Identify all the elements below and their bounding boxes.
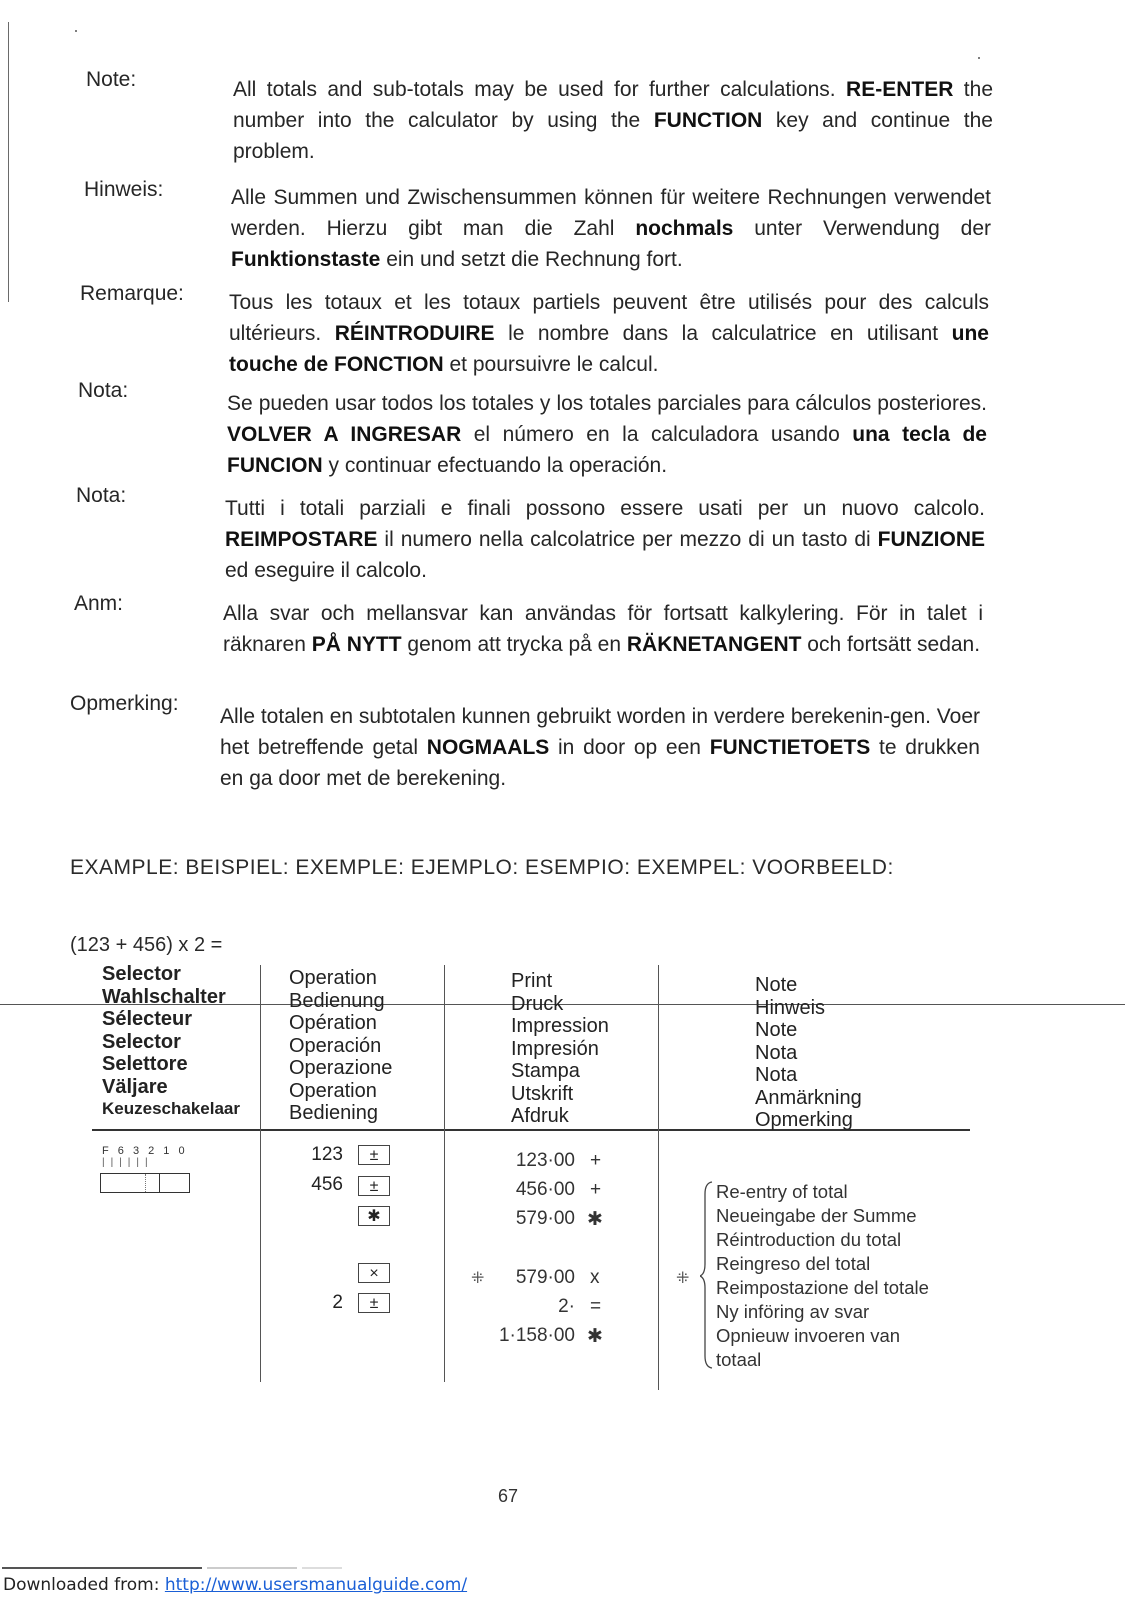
header-text: Sélecteur (102, 1008, 193, 1030)
operation-number: 123 (311, 1144, 343, 1165)
header-text: Print (511, 970, 553, 992)
print-symbol: ✱ (587, 1326, 603, 1347)
body-text: le nombre dans la calculatrice en utilisant (494, 322, 952, 345)
total-key-icon: ✱ (358, 1206, 390, 1226)
header-text: Impresión (511, 1037, 599, 1060)
note-line: Reingreso del total (716, 1253, 871, 1274)
emphasis-text: REIMPOSTARE (225, 528, 378, 551)
print-symbol: + (590, 1179, 602, 1200)
plus-minus-key-icon: ± (358, 1145, 390, 1165)
header-text: Nota (755, 1064, 798, 1086)
print-value: 2· (558, 1296, 575, 1317)
emphasis-text: RÄKNETANGENT (626, 633, 802, 656)
body-text: the number into the calculator by using the (233, 78, 993, 132)
print-value: 579·00 (515, 1267, 575, 1288)
note-line: Re-entry of total (716, 1181, 848, 1202)
header-text: Operation (289, 967, 377, 989)
scan-artifact (2, 1566, 372, 1570)
body-text: ein und setzt die Rechnung fort. (380, 248, 683, 271)
note-line: Ny införing av svar (716, 1301, 870, 1322)
note-label: Nota: (76, 484, 127, 507)
header-text: Note (755, 1019, 798, 1041)
header-text: Opération (289, 1012, 377, 1034)
note-list (716, 1180, 929, 1372)
note-line: Opnieuw invoeren van (716, 1325, 901, 1346)
body-text: Tous les totaux et les totaux partiels peuvent être utilisés pour des calculs ultérieurs. (229, 291, 989, 345)
note-text (223, 598, 983, 660)
body-text: il numero nella calcolatrice per mezzo di un tasto di (377, 528, 878, 551)
body-text: ed eseguire il calcolo. (225, 559, 427, 582)
note-label: Anm: (74, 592, 124, 615)
example-formula: (123 + 456) x 2 = (70, 934, 223, 956)
note-text (233, 74, 993, 167)
header-text: Bedienung (289, 989, 385, 1012)
emphasis-text: FUNCTION (653, 109, 763, 132)
plus-minus-key-icon: ± (358, 1176, 390, 1196)
plus-minus-key-icon: ± (358, 1293, 390, 1313)
print-value: 579·00 (515, 1208, 575, 1229)
header-operation (289, 967, 392, 1125)
note-label: Nota: (78, 379, 129, 402)
body-text: in door op een (549, 736, 710, 759)
header-text: Bediening (289, 1102, 378, 1124)
note-label: Opmerking: (70, 692, 179, 715)
multiply-key-icon: × (358, 1263, 390, 1283)
selector-ticks: |||||| (102, 1157, 154, 1168)
header-text: Impression (511, 1015, 609, 1037)
body-text: unter Verwendung der (733, 217, 991, 240)
header-text: Operation (289, 1079, 377, 1102)
header-text: Stampa (511, 1060, 580, 1082)
header-text: Keuzeschakelaar (102, 1099, 240, 1118)
emphasis-text: Funktionstaste (231, 248, 381, 271)
header-text: Afdruk (511, 1105, 569, 1127)
footer-link[interactable]: http://www.usersmanualguide.com/ (164, 1575, 468, 1595)
column-divider (260, 965, 261, 1382)
header-text: Selector (102, 963, 181, 985)
print-symbol: x (590, 1267, 600, 1288)
print-value: 456·00 (515, 1179, 575, 1200)
note-line: totaal (716, 1349, 762, 1370)
header-text: Utskrift (511, 1082, 574, 1105)
header-text: Druck (511, 992, 564, 1015)
note-label: Hinweis: (84, 178, 164, 201)
footer-prefix: Downloaded from: (3, 1575, 165, 1595)
emphasis-text: une touche de FONCTION (229, 322, 989, 376)
body-text: el número en la calculadora usando (461, 423, 853, 446)
body-text: All totals and sub-totals may be used for further calculations. (233, 78, 847, 101)
operation-number: 456 (311, 1174, 343, 1195)
body-text: et poursuivre le calcul. (443, 353, 659, 376)
body-text: te drukken en ga door met de berekening. (220, 736, 980, 790)
reentry-mark-icon: ⁜ (471, 1270, 485, 1287)
note-text (229, 287, 989, 380)
emphasis-text: VOLVER A INGRESAR (227, 423, 462, 446)
note-text (225, 493, 985, 586)
note-text (220, 701, 980, 794)
header-print (511, 970, 609, 1128)
scan-speck (978, 57, 980, 59)
emphasis-text: FUNCTIETOETS (709, 736, 871, 759)
header-text: Selector (102, 1030, 181, 1053)
header-text: Note (755, 974, 798, 996)
page-number: 67 (498, 1486, 519, 1506)
header-text: Väljare (102, 1075, 168, 1098)
emphasis-text: NOGMAALS (426, 736, 550, 759)
header-note (755, 974, 862, 1132)
body-text: genom att trycka på en (401, 633, 627, 656)
operation-number: 2 (332, 1292, 343, 1313)
note-text (227, 388, 987, 481)
body-text: och fortsätt sedan. (801, 633, 981, 656)
emphasis-text: RE-ENTER (846, 78, 954, 101)
print-symbol: + (590, 1150, 602, 1171)
brace-icon (700, 1180, 714, 1370)
reentry-mark-icon: ⁜ (676, 1270, 690, 1287)
print-value: 123·00 (515, 1150, 575, 1171)
header-text: Opmerking (755, 1109, 853, 1131)
header-text: Operación (289, 1034, 382, 1057)
body-text: Alla svar och mellansvar kan användas för fortsatt kalkylering. För in talet i räknaren (223, 602, 983, 656)
emphasis-text: PÅ NYTT (311, 633, 402, 656)
download-footer (3, 1575, 467, 1595)
scan-margin-line (8, 22, 9, 302)
header-text: Operazione (289, 1057, 393, 1079)
body-text: key and continue the problem. (233, 109, 993, 163)
note-line: Reimpostazione del totale (716, 1277, 929, 1298)
selector-switch-icon (100, 1173, 190, 1193)
header-text: Wahlschalter (102, 985, 226, 1008)
print-value: 1·158·00 (498, 1325, 575, 1346)
header-text: Anmärkning (755, 1086, 862, 1109)
example-heading: EXAMPLE: BEISPIEL: EXEMPLE: EJEMPLO: ESEMPIO: EXEMPEL: VOORBEELD: (70, 856, 894, 879)
body-text: Tutti i totali parziali e finali possono essere usati per un nuovo calcolo. (225, 497, 985, 520)
header-selector (102, 963, 240, 1121)
emphasis-text: RÉINTRODUIRE (334, 322, 495, 345)
header-text: Hinweis (755, 996, 826, 1019)
body-text: Alle totalen en subtotalen kunnen gebruikt worden in verdere berekenin-gen. Voer het betreffende getal (220, 705, 981, 759)
note-text (231, 182, 991, 275)
body-text: Se pueden usar todos los totales y los totales parciales para cálculos posteriores. (227, 392, 987, 415)
note-line: Neueingabe der Summe (716, 1205, 917, 1226)
emphasis-text: nochmals (635, 217, 734, 240)
emphasis-text: FUNZIONE (877, 528, 985, 551)
emphasis-text: una tecla de FUNCION (227, 423, 987, 477)
scan-speck (75, 30, 77, 32)
column-divider (658, 965, 659, 1390)
header-text: Nota (755, 1041, 798, 1064)
body-text: Alle Summen und Zwischensummen können für weitere Rechnungen verwendet werden. Hierzu gibt man die Zahl (231, 186, 991, 240)
selector-positions: F 6 3 2 1 0 (102, 1145, 188, 1157)
header-text: Selettore (102, 1053, 188, 1075)
note-label: Remarque: (80, 282, 184, 305)
body-text: y continuar efectuando la operación. (322, 454, 668, 477)
note-label: Note: (86, 68, 137, 91)
print-symbol: = (590, 1296, 602, 1317)
print-symbol: ✱ (587, 1209, 603, 1230)
note-line: Réintroduction du total (716, 1229, 902, 1250)
column-divider (444, 965, 445, 1382)
